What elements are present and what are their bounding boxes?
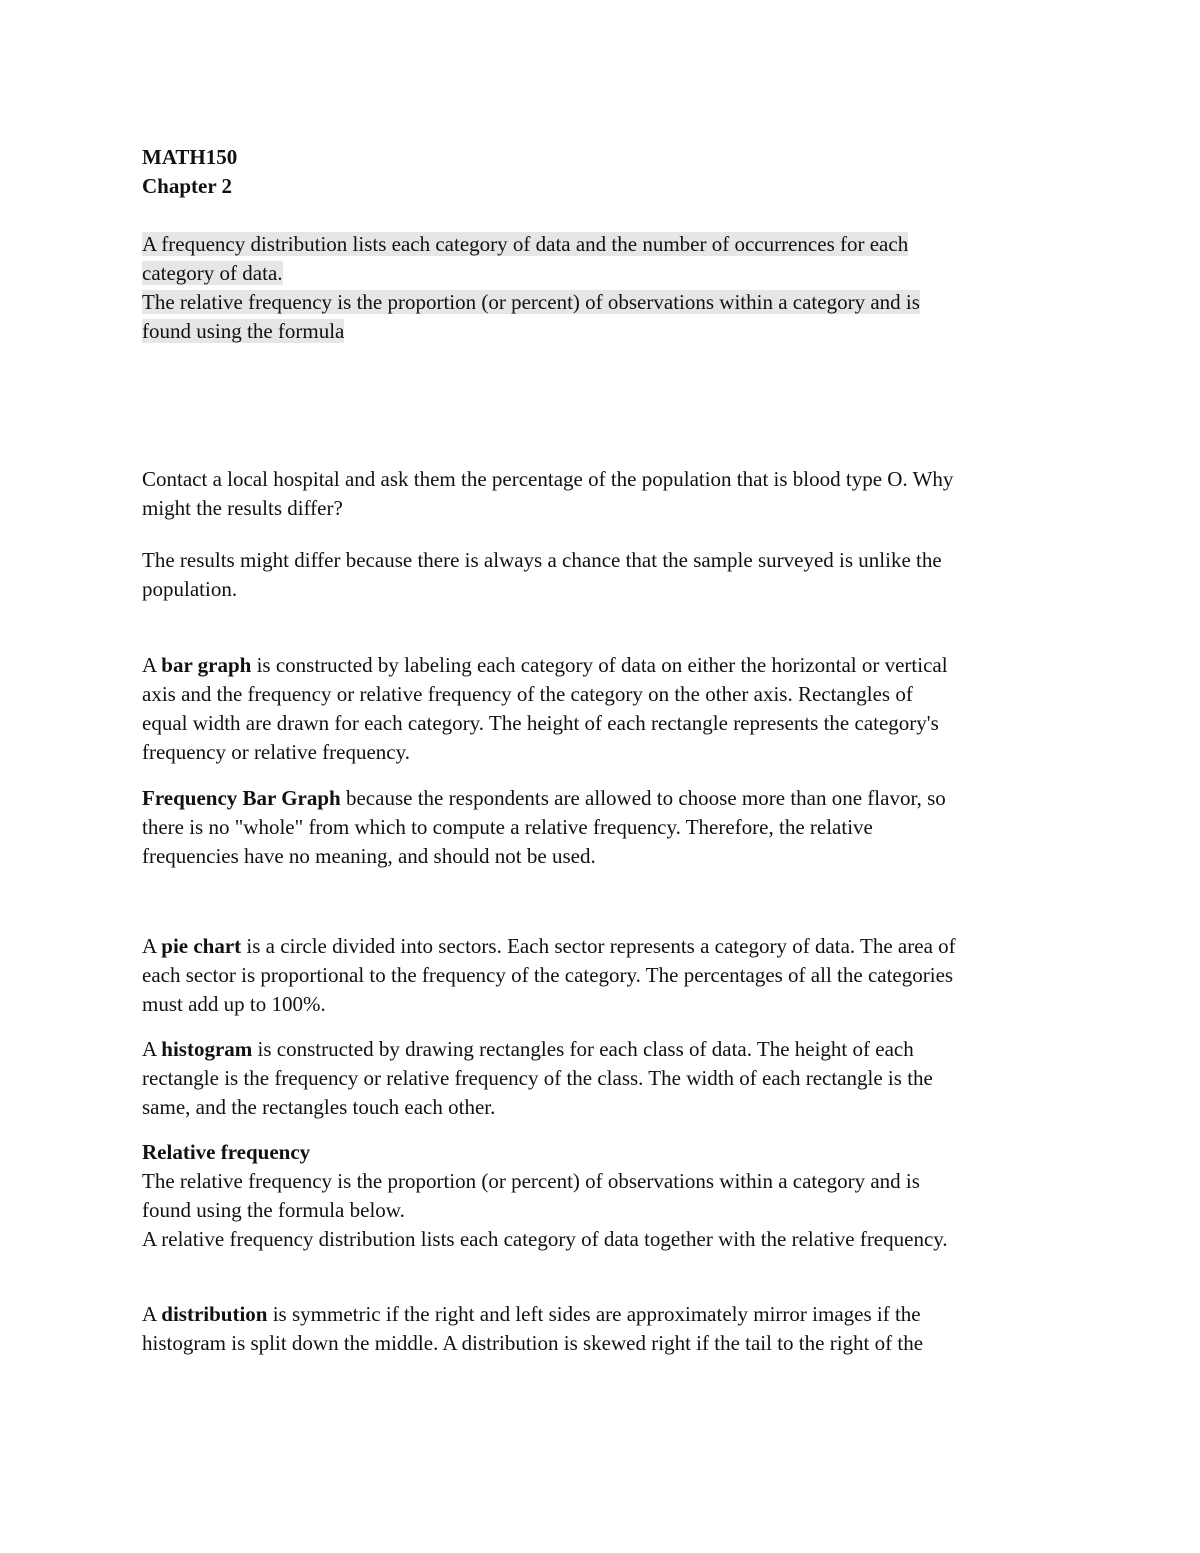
distribution-line-2: histogram is split down the middle. A distribution is skewed right if the tail to the right of the [142,1331,924,1355]
pie-chart-line-2: each sector is proportional to the frequency of the category. The percentages of all the categories [142,963,954,987]
frequency-bar-graph-term: Frequency Bar Graph [142,786,341,810]
document-header [142,143,1062,201]
answer-line-1: The results might differ because there is always a chance that the sample surveyed is unlike the [142,548,942,572]
answer-line-2: population. [142,577,238,601]
distribution-definition [142,1300,1062,1358]
bar-graph-definition [142,651,1062,767]
histogram-term: histogram [161,1037,253,1061]
pie-chart-term: pie chart [161,934,242,958]
bar-graph-line-4: frequency or relative frequency. [142,740,410,764]
pie-chart-line-3: must add up to 100%. [142,992,326,1016]
pie-chart-definition [142,932,1062,1019]
distribution-term: distribution [161,1302,268,1326]
frequency-bar-graph-note [142,784,1062,871]
bar-graph-line-2: axis and the frequency or relative frequency of the category on the other axis. Rectangles of [142,682,913,706]
hospital-question [142,465,1062,523]
histogram-definition [142,1035,1062,1122]
question-line-2: might the results differ? [142,496,343,520]
frequency-bar-graph-line-3: frequencies have no meaning, and should not be used. [142,844,596,868]
histogram-line-1: is constructed by drawing rectangles for each class of data. The height of each [252,1037,914,1061]
distribution-line-1: is symmetric if the right and left sides are approximately mirror images if the [267,1302,921,1326]
frequency-bar-graph-line-2: there is no "whole" from which to compute a relative frequency. Therefore, the relative [142,815,873,839]
chapter-title: Chapter 2 [142,174,233,198]
relative-frequency-line-2: found using the formula below. [142,1198,405,1222]
relative-frequency-line-1: The relative frequency is the proportion (or percent) of observations within a category and is [142,1169,920,1193]
pie-chart-line-1: is a circle divided into sectors. Each sector represents a category of data. The area of [241,934,956,958]
pie-chart-prefix: A [142,934,162,958]
relative-frequency-line-3: A relative frequency distribution lists each category of data together with the relative frequency. [142,1227,948,1251]
histogram-line-3: same, and the rectangles touch each other. [142,1095,496,1119]
question-line-1: Contact a local hospital and ask them the percentage of the population that is blood type O. Why [142,467,954,491]
distribution-prefix: A [142,1302,162,1326]
bar-graph-term: bar graph [161,653,252,677]
intro-definitions [142,230,1062,346]
rel-freq-line-1: The relative frequency is the proportion (or percent) of observations within a category and is [142,290,920,314]
histogram-line-2: rectangle is the frequency or relative frequency of the class. The width of each rectangle is the [142,1066,933,1090]
histogram-prefix: A [142,1037,162,1061]
freq-dist-line-1: A frequency distribution lists each category of data and the number of occurrences for each [142,232,909,256]
hospital-answer [142,546,1062,604]
freq-dist-line-2: category of data. [142,261,283,285]
relative-frequency-section [142,1138,1062,1254]
relative-frequency-heading: Relative frequency [142,1140,311,1164]
frequency-bar-graph-line-1: because the respondents are allowed to choose more than one flavor, so [340,786,946,810]
bar-graph-line-3: equal width are drawn for each category. The height of each rectangle represents the category's [142,711,939,735]
course-title: MATH150 [142,145,238,169]
rel-freq-line-2: found using the formula [142,319,345,343]
bar-graph-line-1: is constructed by labeling each category of data on either the horizontal or vertical [251,653,948,677]
bar-graph-prefix: A [142,653,162,677]
